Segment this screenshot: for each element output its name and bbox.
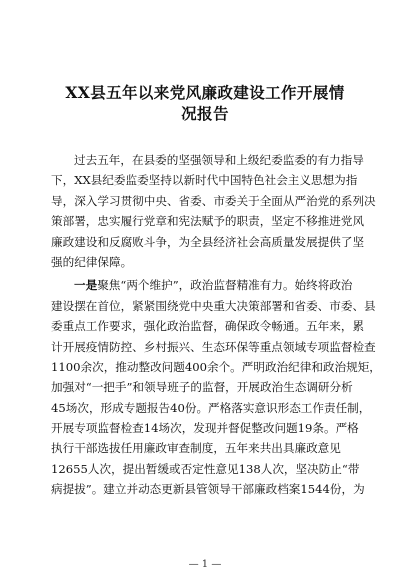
page-number: — 1 — xyxy=(188,559,222,570)
paragraph-political-supervision xyxy=(51,275,381,499)
text-line: 病提拔”。建立并动态更新县管领导干部廉政档案1544份，为 xyxy=(51,482,365,497)
text-line: 策部署，忠实履行党章和宪法赋予的职责，坚定不移推进党风 xyxy=(51,214,365,229)
text-line: 导，深入学习贯彻中央、省委、市委关于全面从严治党的系列决 xyxy=(51,193,376,208)
text-line xyxy=(51,275,369,295)
text-line: 12655人次，提出暂缓或否定性意见138人次，坚决防止“带 xyxy=(51,461,360,476)
text-run: 聚焦“两个维护”，政治监督精准有力。始终将政治 xyxy=(97,278,353,293)
title-line: XX县五年以来党风廉政建设工作开展情 xyxy=(65,83,345,102)
text-line: 45场次，形成专题报告40份。严格落实意识形态工作责任制， xyxy=(51,400,371,415)
text-line: 计开展疫情防控、乡村振兴、生态环保等重点领域专项监督检查 xyxy=(51,339,376,354)
text-line: 开展专项监督检查14场次，发现并督促整改问题19条。严格 xyxy=(51,421,359,436)
paragraph-heading: 一是 xyxy=(74,278,98,293)
text-line: 加强对“一把手”和领导班子的监督，开展政治生态调研分析 xyxy=(51,380,353,395)
document-title xyxy=(0,82,410,124)
text-line: 1100余次，推动整改问题400余个。严明政治纪律和政治规矩， xyxy=(51,359,381,374)
text-line: 廉政建设和反腐败斗争，为全县经济社会高质量发展提供了坚 xyxy=(51,234,365,249)
paragraph-intro xyxy=(51,150,376,272)
text-line: 执行干部选拔任用廉政审查制度，五年来共出具廉政意见 xyxy=(51,441,341,456)
title-line: 况报告 xyxy=(181,104,229,123)
text-line: 下，XX县纪委监委坚持以新时代中国特色社会主义思想为指 xyxy=(51,173,358,188)
text-line: 委重点工作要求，强化政治监督，确保政令畅通。五年来，累 xyxy=(51,319,365,334)
text-line: 建设摆在首位，紧紧围绕党中央重大决策部署和省委、市委、县 xyxy=(51,298,376,313)
document-body xyxy=(51,150,381,500)
text-line: 强的纪律保障。 xyxy=(51,254,133,269)
text-line: 过去五年，在县委的坚强领导和上级纪委监委的有力指导 xyxy=(74,153,364,167)
